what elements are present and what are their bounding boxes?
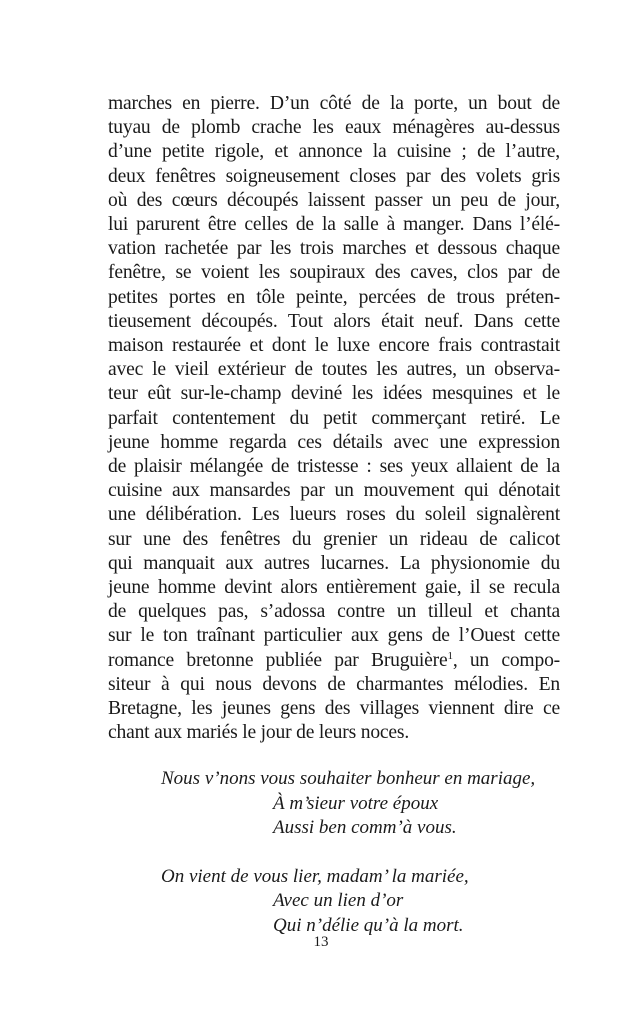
page-number: 13	[313, 934, 329, 950]
prose-line: jeune homme devint alors entièrement gaie, il se recula	[108, 577, 560, 599]
prose-line: fenêtre, se voient les soupiraux des caves, clos par de	[108, 262, 560, 284]
prose-line: siteur à qui nous devons de charmantes mélodies. En	[108, 673, 560, 695]
prose-line: cuisine aux mansardes par un mouvement qui dénotait	[108, 480, 560, 502]
prose-line-part: romance bretonne publiée par Bruguière	[108, 649, 448, 671]
poem-stanza-2	[108, 865, 560, 939]
poem-line: Aussi ben comm’à vous.	[273, 817, 457, 839]
prose-line: deux fenêtres soigneusement closes par des volets gris	[108, 165, 560, 187]
prose-paragraph	[108, 92, 560, 745]
prose-line: une délibération. Les lueurs roses du soleil signalèrent	[108, 504, 560, 526]
prose-line: sur le ton traînant particulier aux gens de l’Ouest cette	[108, 625, 560, 647]
prose-line: lui parurent être celles de la salle à manger. Dans l’élé-	[108, 214, 560, 236]
prose-line: où des cœurs découpés laissent passer un peu de jour,	[108, 189, 560, 211]
prose-line: jeune homme regarda ces détails avec une expression	[108, 431, 560, 453]
footnote-marker[interactable]: 1	[447, 649, 453, 662]
poem-line: Nous v’nons vous souhaiter bonheur en mariage,	[161, 768, 536, 790]
prose-line: chant aux mariés le jour de leurs noces.	[108, 722, 410, 744]
prose-line: sur une des fenêtres du grenier un rideau de calicot	[108, 528, 560, 550]
page-body	[108, 92, 560, 938]
prose-line: Bretagne, les jeunes gens des villages viennent dire ce	[108, 698, 560, 720]
prose-line: d’une petite rigole, et annonce la cuisine ; de l’autre,	[108, 141, 560, 163]
prose-line: parfait contentement du petit commerçant retiré. Le	[108, 407, 560, 429]
poem-line: Qui n’délie qu’à la mort.	[273, 914, 464, 936]
prose-line: qui manquait aux autres lucarnes. La physionomie du	[108, 552, 560, 574]
poem-stanza-1	[108, 767, 560, 841]
poem	[108, 767, 560, 938]
prose-line: marches en pierre. D’un côté de la porte, un bout de	[108, 93, 560, 114]
poem-line: À m’sieur votre époux	[273, 792, 439, 814]
poem-line: Avec un lien d’or	[273, 890, 404, 912]
prose-line: vation rachetée par les trois marches et dessous chaque	[108, 238, 560, 260]
prose-line: tieusement découpés. Tout alors était neuf. Dans cette	[108, 310, 560, 332]
prose-line: tuyau de plomb crache les eaux ménagères au-dessus	[108, 117, 560, 139]
prose-line: teur eût sur-le-champ deviné les idées mesquines et le	[108, 383, 560, 405]
poem-line: On vient de vous lier, madam’ la mariée,	[161, 865, 469, 887]
prose-line: avec le vieil extérieur de toutes les autres, un observa-	[108, 359, 560, 381]
prose-line: petites portes en tôle peinte, percées de trous préten-	[108, 286, 560, 308]
prose-line-part: , un compo-	[452, 649, 560, 671]
prose-line: de quelques pas, s’adossa contre un tilleul et chanta	[108, 601, 560, 623]
prose-line-with-footnote	[108, 649, 560, 673]
prose-line: maison restaurée et dont le luxe encore frais contrastait	[108, 335, 560, 357]
prose-line: de plaisir mélangée de tristesse : ses yeux allaient de la	[108, 456, 560, 478]
